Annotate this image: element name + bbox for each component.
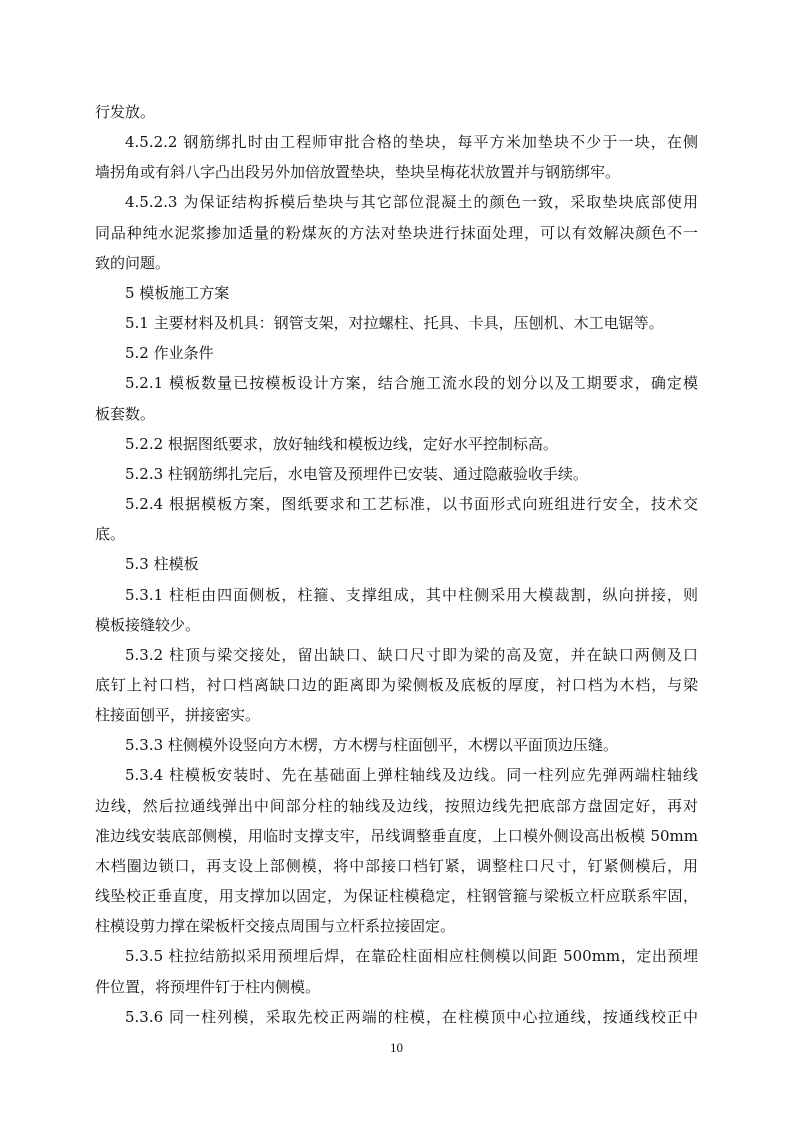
text-line: 5.3.3 柱侧模外设竖向方木楞，方木楞与柱面刨平，木楞以平面顶边压缝。: [125, 736, 618, 755]
text-line: 板套数。: [95, 404, 156, 423]
paragraph-5-2-3: [95, 459, 698, 489]
text-line: 5.2.4 根据模板方案，图纸要求和工艺标准，以书面形式向班组进行安全，技术交: [125, 495, 698, 514]
paragraph-5-3-4: [95, 760, 698, 941]
text-line: 致的问题。: [95, 253, 171, 272]
text-line: 柱接面刨平，拼接密实。: [95, 706, 261, 725]
text-line: 5.2.1 模板数量已按模板设计方案，结合施工流水段的划分以及工期要求，确定模: [125, 374, 698, 393]
paragraph-4-5-2-3: [95, 187, 698, 277]
text-line: 5.1 主要材料及机具：钢管支架，对拉螺柱、托具、卡具，压刨机、木工电锯等。: [125, 314, 664, 333]
text-line: 线坠校正垂直度，用支撑加以固定，为保证柱模稳定，柱钢管箍与梁板立杆应联系牢固，: [95, 887, 698, 906]
paragraph-5-3: [95, 549, 698, 579]
text-line: 底。: [95, 525, 126, 544]
paragraph-cont: [95, 97, 698, 127]
text-line: 模板接缝较少。: [95, 615, 201, 634]
text-line: 底钉上衬口档，衬口档离缺口边的距离即为梁侧板及底板的厚度，衬口档为木档，与梁: [95, 675, 698, 694]
paragraph-5-3-2: [95, 640, 698, 730]
text-line: 边线，然后拉通线弹出中间部分柱的轴线及边线，按照边线先把底部方盘固定好，再对: [95, 796, 698, 815]
text-line: 5.3.2 柱顶与梁交接处，留出缺口、缺口尺寸即为梁的高及宽，并在缺口两侧及口: [125, 645, 698, 664]
text-line: 墙拐角或有斜八字凸出段另外加倍放置垫块，垫块呈梅花状放置并与钢筋绑牢。: [95, 163, 621, 182]
text-line: 同品种纯水泥浆掺加适量的粉煤灰的方法对垫块进行抹面处理，可以有效解决颜色不一: [95, 223, 698, 242]
paragraph-5-3-3: [95, 730, 698, 760]
text-line: 5.2.3 柱钢筋绑扎完后，水电管及预埋件已安装、通过隐蔽验收手续。: [125, 464, 588, 483]
text-line: 4.5.2.2 钢筋绑扎时由工程师审批合格的垫块，每平方米加垫块不少于一块，在侧: [125, 133, 698, 152]
text-line: 5 模板施工方案: [125, 283, 230, 302]
text-line: 柱模设剪力撑在梁板杆交接点周围与立杆系拉接固定。: [95, 917, 456, 936]
paragraph-5: [95, 278, 698, 308]
paragraph-5-2-2: [95, 429, 698, 459]
text-line: 5.3 柱模板: [125, 555, 199, 574]
text-line: 木档圈边锁口，再支设上部侧模，将中部接口档钉紧，调整柱口尺寸，钉紧侧模后，用: [95, 856, 698, 875]
paragraph-5-3-1: [95, 580, 698, 640]
text-line: 4.5.2.3 为保证结构拆模后垫块与其它部位混凝土的颜色一致，采取垫块底部使用: [125, 193, 698, 212]
text-line: 件位置，将预埋件钉于柱内侧模。: [95, 977, 321, 996]
paragraph-4-5-2-2: [95, 127, 698, 187]
text-line: 5.2.2 根据图纸要求，放好轴线和模板边线，定好水平控制标高。: [125, 434, 558, 453]
text-line: 准边线安装底部侧模，用临时支撑支牢，吊线调整垂直度，上口模外侧设高出板模 50mm: [95, 826, 698, 845]
paragraph-5-2: [95, 338, 698, 368]
page-number: 10: [390, 1040, 403, 1055]
paragraph-5-2-1: [95, 368, 698, 428]
paragraph-5-1: [95, 308, 698, 338]
paragraph-5-3-5: [95, 941, 698, 1001]
text-line: 5.3.1 柱柜由四面侧板，柱箍、支撑组成，其中柱侧采用大模裁割，纵向拼接，则: [125, 585, 698, 604]
text-line: 5.3.4 柱模板安装时、先在基础面上弹柱轴线及边线。同一柱列应先弹两端柱轴线: [125, 766, 698, 785]
paragraph-5-3-6: [95, 1002, 698, 1032]
text-line: 5.3.5 柱拉结筋拟采用预埋后焊，在靠砼柱面相应柱侧模以间距 500mm，定出预埋: [125, 947, 698, 966]
text-line: 行发放。: [95, 103, 156, 121]
text-line: 5.3.6 同一柱列模，采取先校正两端的柱模，在柱模顶中心拉通线，按通线校正中: [125, 1007, 698, 1026]
paragraph-5-2-4: [95, 489, 698, 549]
text-line: 5.2 作业条件: [125, 344, 214, 363]
document-body: [95, 97, 698, 1032]
